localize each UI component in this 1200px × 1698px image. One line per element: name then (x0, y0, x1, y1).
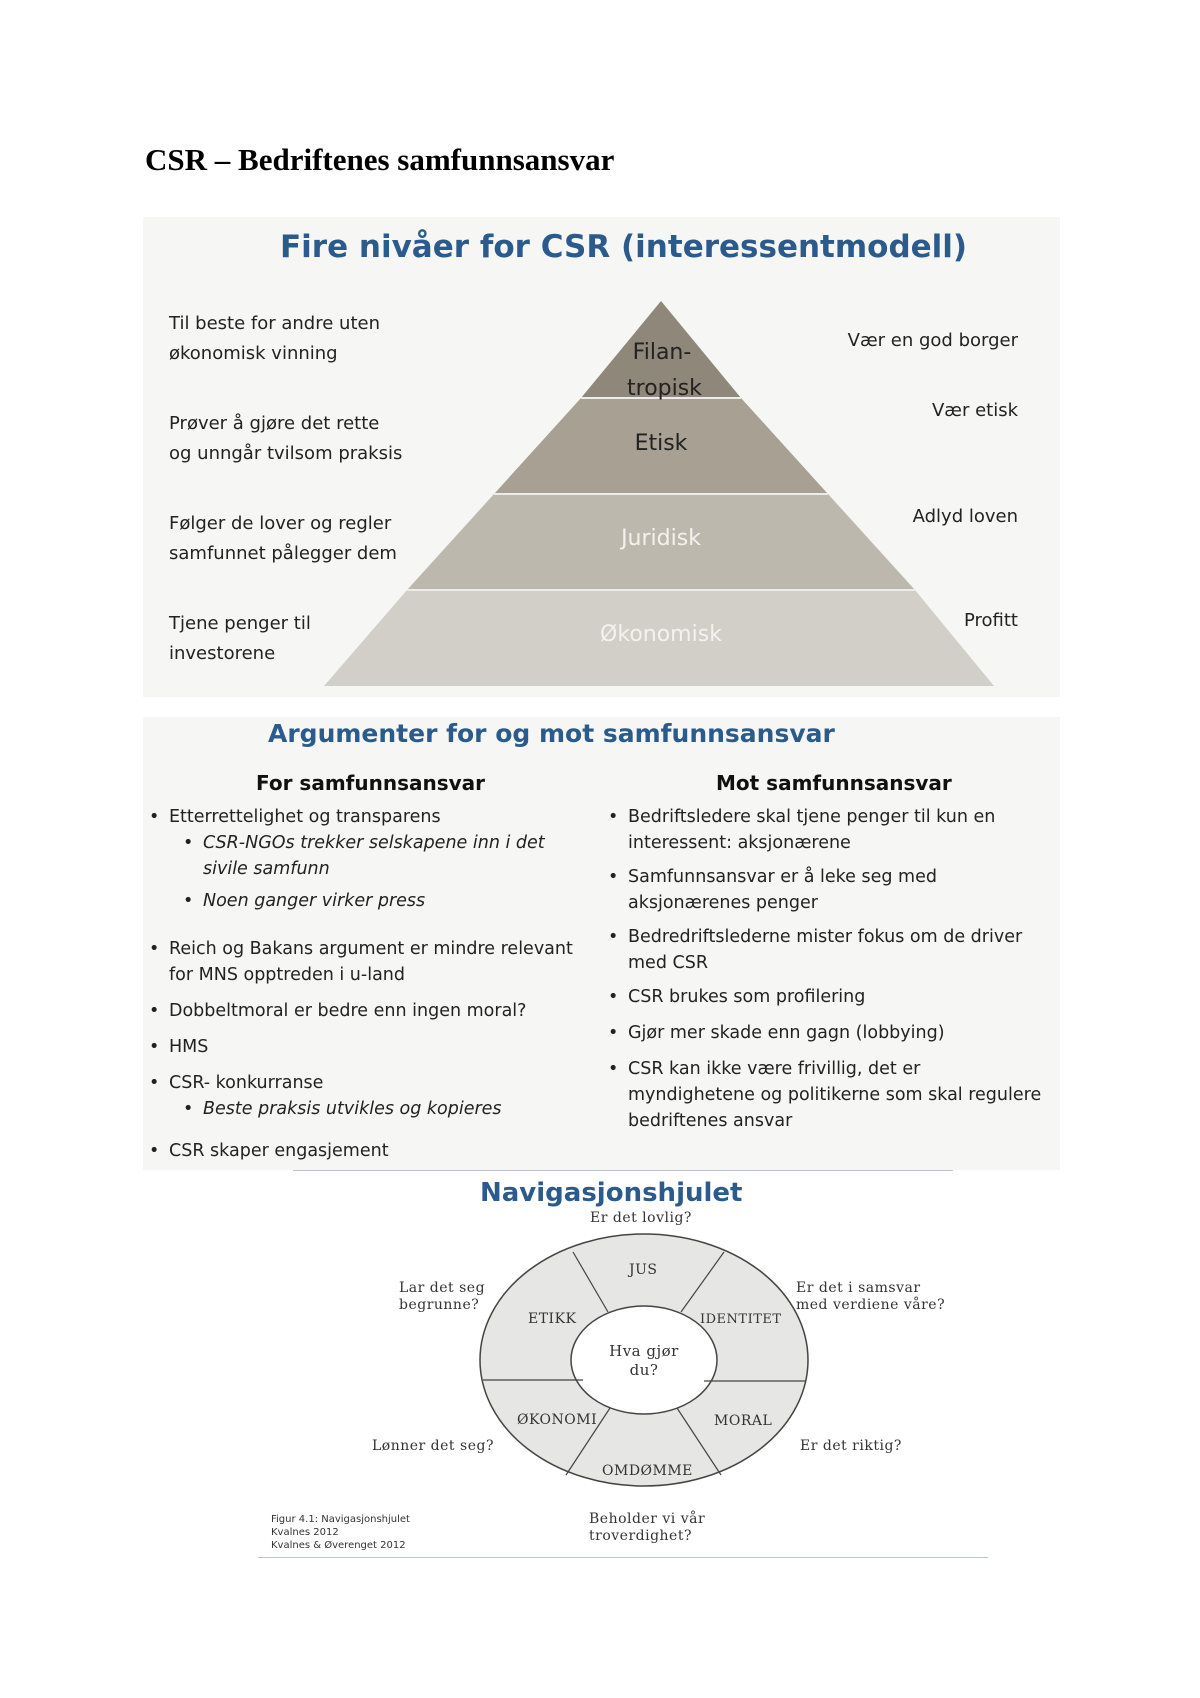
wheel-segment-moral: MORAL (714, 1413, 773, 1429)
pyramid-desc-juridisk: Følger de lover og regler samfunnet pålegger dem (169, 513, 397, 564)
wheel-segment-jus: JUS (629, 1262, 658, 1278)
wheel-center: Hva gjør du? (609, 1342, 679, 1379)
pyramid-desc-okonomisk: Tjene penger til investorene (169, 613, 311, 664)
pyramid-motto-etisk: Vær etisk (931, 400, 1018, 421)
list-item: • Gjør mer skade enn gagn (lobbying) (606, 1020, 1051, 1046)
wheel-slide (258, 1170, 988, 1558)
pyramid-label-okonomisk: Økonomisk (600, 622, 722, 647)
wheel-segment-etikk: ETIKK (528, 1311, 577, 1327)
pyramid-motto-juridisk: Adlyd loven (912, 506, 1018, 527)
arguments-title: Argumenter for og mot samfunnsansvar (268, 719, 835, 748)
list-item: • Noen ganger virker press (147, 888, 587, 914)
arguments-slide (143, 717, 1060, 1170)
pyramid-title: Fire nivåer for CSR (interessentmodell) (280, 229, 968, 265)
list-item: • CSR- konkurranse (147, 1070, 587, 1096)
wheel-title: Navigasjonshjulet (480, 1178, 743, 1208)
list-item: • Bedredriftslederne mister fokus om de driver med CSR (606, 924, 1051, 976)
list-item: • Bedriftsledere skal tjene penger til kun en interessent: aksjonærene (606, 804, 1051, 856)
question-verdier: Er det i samsvar med verdiene våre? (796, 1280, 946, 1313)
against-list (606, 804, 1051, 1134)
list-item: • CSR kan ikke være frivillig, det er myndighetene og politikerne som skal regulere bedriftenes ansvar (606, 1056, 1051, 1134)
pyramid-label-filantropisk-2: tropisk (627, 376, 702, 401)
for-heading: For samfunnsansvar (256, 771, 486, 795)
list-item: • CSR skaper engasjement (147, 1138, 587, 1164)
list-item: • CSR-NGOs trekker selskapene inn i det sivile samfunn (147, 830, 587, 882)
against-heading: Mot samfunnsansvar (716, 771, 952, 795)
pyramid-desc-filantropisk: Til beste for andre uten økonomisk vinning (169, 313, 380, 364)
pyramid-label-juridisk: Juridisk (621, 526, 701, 551)
list-item: • Etterrettelighet og transparens (147, 804, 587, 830)
pyramid-motto-okonomisk: Profitt (963, 610, 1018, 631)
question-lovlig: Er det lovlig? (590, 1210, 692, 1226)
pyramid-motto-filantropisk: Vær en god borger (847, 330, 1018, 351)
question-begrunne: Lar det seg begrunne? (399, 1280, 486, 1313)
wheel-segment-identitet: IDENTITET (700, 1312, 782, 1327)
question-troverdighet: Beholder vi vår troverdighet? (589, 1511, 706, 1544)
list-item: • Reich og Bakans argument er mindre relevant for MNS opptreden i u-land (147, 936, 587, 988)
pyramid-desc-etisk: Prøver å gjøre det rette og unngår tvilsom praksis (169, 413, 403, 464)
wheel-segment-okonomi: ØKONOMI (517, 1412, 598, 1428)
list-item: • Samfunnsansvar er å leke seg med aksjonærenes penger (606, 864, 1051, 916)
question-lonner: Lønner det seg? (372, 1438, 494, 1454)
divider (258, 1557, 988, 1558)
page-title: CSR – Bedriftenes samfunnsansvar (145, 142, 615, 177)
question-riktig: Er det riktig? (800, 1438, 902, 1454)
list-item: • Beste praksis utvikles og kopieres (147, 1096, 587, 1122)
pyramid-slide (143, 217, 1060, 697)
list-item: • HMS (147, 1034, 587, 1060)
pyramid-label-filantropisk-1: Filan- (632, 340, 692, 365)
pyramid-label-etisk: Etisk (634, 431, 688, 456)
list-item: • CSR brukes som profilering (606, 984, 1051, 1010)
list-item: • Dobbeltmoral er bedre enn ingen moral? (147, 998, 587, 1024)
for-list (147, 804, 587, 1164)
wheel-segment-omdomme: OMDØMME (602, 1463, 693, 1479)
figure-caption: Figur 4.1: Navigasjonshjulet Kvalnes 2012 Kvalnes & Øverenget 2012 (271, 1514, 410, 1551)
